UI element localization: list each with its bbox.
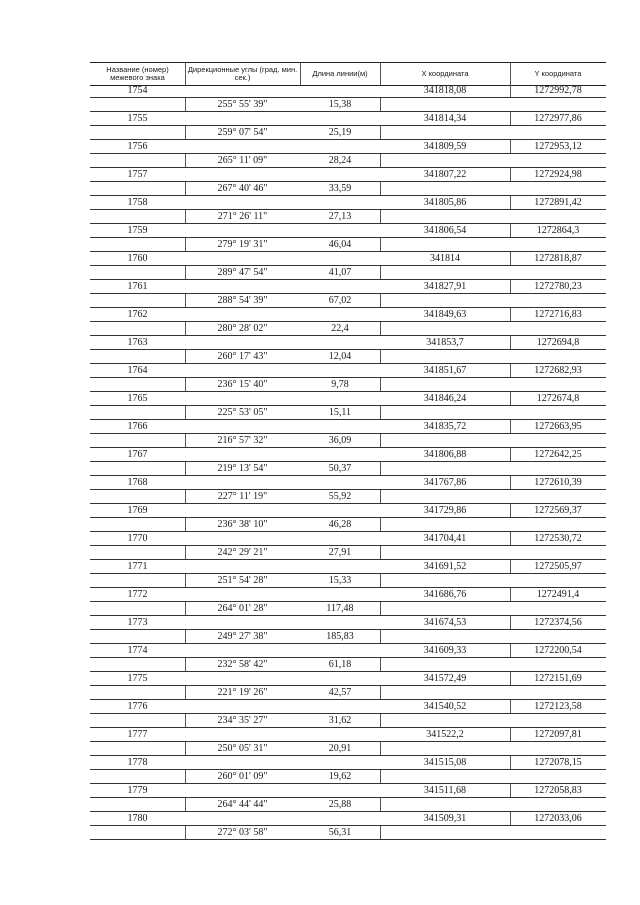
header-divider xyxy=(300,63,301,85)
column-divider xyxy=(510,168,511,181)
y-coordinate: 1272530,72 xyxy=(534,533,582,544)
header-name: Название (номер) межевого знака xyxy=(106,64,169,82)
x-coordinate: 341818,08 xyxy=(423,85,467,96)
x-coordinate: 341806,88 xyxy=(423,449,467,460)
directional-angle: 260° 01' 09" xyxy=(217,771,268,782)
y-coordinate: 1272992,78 xyxy=(534,85,582,96)
column-divider xyxy=(380,406,381,419)
row-rule xyxy=(90,657,606,658)
column-divider xyxy=(510,392,511,405)
directional-angle: 234° 35' 27" xyxy=(217,715,268,726)
table-row xyxy=(90,588,606,616)
directional-angle: 279° 19' 31" xyxy=(217,239,268,250)
column-divider xyxy=(510,196,511,209)
column-divider xyxy=(510,448,511,461)
column-divider xyxy=(510,280,511,293)
directional-angle: 219° 13' 54" xyxy=(217,463,268,474)
column-divider xyxy=(510,728,511,741)
directional-angle: 264° 44' 44" xyxy=(217,799,268,810)
table-row xyxy=(90,812,606,840)
column-divider xyxy=(380,378,381,391)
column-divider xyxy=(185,490,186,503)
column-divider xyxy=(510,84,511,97)
column-divider xyxy=(380,798,381,811)
directional-angle: 227° 11' 19" xyxy=(217,491,268,502)
x-coordinate: 341511,68 xyxy=(423,785,467,796)
row-rule xyxy=(90,209,606,210)
column-divider xyxy=(380,826,381,839)
table-row xyxy=(90,252,606,280)
y-coordinate: 1272953,12 xyxy=(534,141,582,152)
column-divider xyxy=(185,406,186,419)
x-coordinate: 341809,59 xyxy=(423,141,467,152)
boundary-marker-name: 1755 xyxy=(127,113,148,124)
y-coordinate: 1272610,39 xyxy=(534,477,582,488)
boundary-marker-name: 1761 xyxy=(127,281,148,292)
line-length: 27,91 xyxy=(328,547,352,558)
boundary-marker-name: 1765 xyxy=(127,393,148,404)
y-coordinate: 1272716,83 xyxy=(534,309,582,320)
x-coordinate: 341704,41 xyxy=(423,533,467,544)
column-divider xyxy=(510,252,511,265)
column-divider xyxy=(510,588,511,601)
column-divider xyxy=(380,154,381,167)
line-length: 20,91 xyxy=(328,743,352,754)
y-coordinate: 1272374,56 xyxy=(534,617,582,628)
row-rule xyxy=(90,97,606,98)
line-length: 15,38 xyxy=(328,99,352,110)
line-length: 185,83 xyxy=(326,631,354,642)
directional-angle: 288° 54' 39" xyxy=(217,295,268,306)
row-rule xyxy=(90,349,606,350)
table-row xyxy=(90,280,606,308)
line-length: 28,24 xyxy=(328,155,352,166)
directional-angle: 260° 17' 43" xyxy=(217,351,268,362)
boundary-marker-name: 1759 xyxy=(127,225,148,236)
y-coordinate: 1272200,54 xyxy=(534,645,582,656)
row-rule xyxy=(90,237,606,238)
row-rule xyxy=(90,125,606,126)
line-length: 12,04 xyxy=(328,351,352,362)
row-rule xyxy=(90,629,606,630)
directional-angle: 255° 55' 39" xyxy=(217,99,268,110)
column-divider xyxy=(185,462,186,475)
column-divider xyxy=(185,826,186,839)
y-coordinate: 1272078,15 xyxy=(534,757,582,768)
column-divider xyxy=(185,238,186,251)
row-rule xyxy=(90,489,606,490)
column-divider xyxy=(185,658,186,671)
column-divider xyxy=(380,462,381,475)
column-divider xyxy=(380,518,381,531)
table-row xyxy=(90,84,606,112)
line-length: 31,62 xyxy=(328,715,352,726)
column-divider xyxy=(510,112,511,125)
y-coordinate: 1272977,86 xyxy=(534,113,582,124)
column-divider xyxy=(185,350,186,363)
column-divider xyxy=(510,336,511,349)
row-rule xyxy=(90,181,606,182)
line-length: 61,18 xyxy=(328,659,352,670)
x-coordinate: 341814,34 xyxy=(423,113,467,124)
column-divider xyxy=(380,322,381,335)
table-row xyxy=(90,364,606,392)
y-coordinate: 1272663,95 xyxy=(534,421,582,432)
column-divider xyxy=(185,98,186,111)
line-length: 117,48 xyxy=(326,603,354,614)
column-divider xyxy=(380,490,381,503)
directional-angle: 225° 53' 05" xyxy=(217,407,268,418)
table-row xyxy=(90,700,606,728)
table-row xyxy=(90,140,606,168)
x-coordinate: 341814 xyxy=(430,253,460,264)
boundary-marker-name: 1763 xyxy=(127,337,148,348)
y-coordinate: 1272674,8 xyxy=(536,393,580,404)
header-divider xyxy=(380,63,381,85)
y-coordinate: 1272694,8 xyxy=(536,337,580,348)
line-length: 55,92 xyxy=(328,491,352,502)
header-length: Длина линии(м) xyxy=(312,68,368,78)
row-rule xyxy=(90,601,606,602)
column-divider xyxy=(380,434,381,447)
boundary-marker-name: 1777 xyxy=(127,729,148,740)
line-length: 67,02 xyxy=(328,295,352,306)
column-divider xyxy=(380,714,381,727)
boundary-marker-name: 1764 xyxy=(127,365,148,376)
boundary-marker-name: 1769 xyxy=(127,505,148,516)
table-row xyxy=(90,168,606,196)
column-divider xyxy=(185,770,186,783)
line-length: 19,62 xyxy=(328,771,352,782)
column-divider xyxy=(380,658,381,671)
row-rule xyxy=(90,839,606,840)
line-length: 25,19 xyxy=(328,127,352,138)
row-rule xyxy=(90,545,606,546)
y-coordinate: 1272891,42 xyxy=(534,197,582,208)
x-coordinate: 341827,91 xyxy=(423,281,467,292)
column-divider xyxy=(185,518,186,531)
column-divider xyxy=(185,546,186,559)
boundary-marker-name: 1768 xyxy=(127,477,148,488)
directional-angle: 242° 29' 21" xyxy=(217,547,268,558)
x-coordinate: 341835,72 xyxy=(423,421,467,432)
column-divider xyxy=(380,546,381,559)
line-length: 27,13 xyxy=(328,211,352,222)
line-length: 56,31 xyxy=(328,827,352,838)
table-row xyxy=(90,448,606,476)
column-divider xyxy=(185,602,186,615)
line-length: 36,09 xyxy=(328,435,352,446)
directional-angle: 236° 38' 10" xyxy=(217,519,268,530)
directional-angle: 216° 57' 32" xyxy=(217,435,268,446)
line-length: 50,37 xyxy=(328,463,352,474)
table-row xyxy=(90,504,606,532)
boundary-marker-name: 1773 xyxy=(127,617,148,628)
column-divider xyxy=(510,616,511,629)
column-divider xyxy=(510,644,511,657)
y-coordinate: 1272924,98 xyxy=(534,169,582,180)
column-divider xyxy=(510,756,511,769)
column-divider xyxy=(380,770,381,783)
y-coordinate: 1272642,25 xyxy=(534,449,582,460)
y-coordinate: 1272682,93 xyxy=(534,365,582,376)
x-coordinate: 341515,08 xyxy=(423,757,467,768)
x-coordinate: 341686,76 xyxy=(423,589,467,600)
column-divider xyxy=(380,294,381,307)
column-divider xyxy=(510,504,511,517)
table-row xyxy=(90,476,606,504)
boundary-marker-name: 1770 xyxy=(127,533,148,544)
boundary-marker-name: 1766 xyxy=(127,421,148,432)
boundary-marker-name: 1756 xyxy=(127,141,148,152)
column-divider xyxy=(185,266,186,279)
x-coordinate: 341767,86 xyxy=(423,477,467,488)
table-row xyxy=(90,672,606,700)
header-y: Y координата xyxy=(534,68,582,78)
table-row xyxy=(90,308,606,336)
line-length: 9,78 xyxy=(331,379,349,390)
header-divider xyxy=(510,63,511,85)
line-length: 33,59 xyxy=(328,183,352,194)
boundary-marker-name: 1775 xyxy=(127,673,148,684)
column-divider xyxy=(380,126,381,139)
directional-angle: 264° 01' 28" xyxy=(217,603,268,614)
boundary-marker-name: 1754 xyxy=(127,85,148,96)
y-coordinate: 1272033,06 xyxy=(534,813,582,824)
y-coordinate: 1272491,4 xyxy=(536,589,580,600)
x-coordinate: 341807,22 xyxy=(423,169,467,180)
column-divider xyxy=(510,812,511,825)
line-length: 15,11 xyxy=(328,407,352,418)
directional-angle: 289° 47' 54" xyxy=(217,267,268,278)
column-divider xyxy=(185,182,186,195)
boundary-marker-name: 1772 xyxy=(127,589,148,600)
column-divider xyxy=(380,238,381,251)
header-divider xyxy=(185,63,186,85)
column-divider xyxy=(510,420,511,433)
x-coordinate: 341849,63 xyxy=(423,309,467,320)
directional-angle: 267° 40' 46" xyxy=(217,183,268,194)
table-row xyxy=(90,420,606,448)
table-row xyxy=(90,616,606,644)
row-rule xyxy=(90,573,606,574)
column-divider xyxy=(510,700,511,713)
column-divider xyxy=(185,742,186,755)
x-coordinate: 341729,86 xyxy=(423,505,467,516)
column-divider xyxy=(380,630,381,643)
row-rule xyxy=(90,713,606,714)
table-row xyxy=(90,644,606,672)
boundary-marker-name: 1767 xyxy=(127,449,148,460)
column-divider xyxy=(510,784,511,797)
x-coordinate: 341806,54 xyxy=(423,225,467,236)
table-row xyxy=(90,560,606,588)
header-angle: Дирекционные углы (град. мин. сек.) xyxy=(187,64,298,82)
x-coordinate: 341522,2 xyxy=(426,729,464,740)
directional-angle: 271° 26' 11" xyxy=(217,211,268,222)
y-coordinate: 1272505,97 xyxy=(534,561,582,572)
x-coordinate: 341540,52 xyxy=(423,701,467,712)
boundary-marker-name: 1774 xyxy=(127,645,148,656)
header-x: X координата xyxy=(421,68,469,78)
column-divider xyxy=(185,294,186,307)
boundary-marker-name: 1758 xyxy=(127,197,148,208)
line-length: 41,07 xyxy=(328,267,352,278)
boundary-marker-name: 1778 xyxy=(127,757,148,768)
row-rule xyxy=(90,377,606,378)
directional-angle: 221° 19' 26" xyxy=(217,687,268,698)
column-divider xyxy=(185,434,186,447)
row-rule xyxy=(90,797,606,798)
coordinates-table xyxy=(90,84,606,840)
y-coordinate: 1272569,37 xyxy=(534,505,582,516)
column-divider xyxy=(510,140,511,153)
directional-angle: 259° 07' 54" xyxy=(217,127,268,138)
x-coordinate: 341674,53 xyxy=(423,617,467,628)
column-divider xyxy=(380,350,381,363)
boundary-marker-name: 1760 xyxy=(127,253,148,264)
y-coordinate: 1272864,3 xyxy=(536,225,580,236)
row-rule xyxy=(90,769,606,770)
column-divider xyxy=(185,378,186,391)
table-row xyxy=(90,112,606,140)
table-header xyxy=(90,62,606,86)
x-coordinate: 341572,49 xyxy=(423,673,467,684)
x-coordinate: 341846,24 xyxy=(423,393,467,404)
column-divider xyxy=(510,476,511,489)
y-coordinate: 1272123,58 xyxy=(534,701,582,712)
column-divider xyxy=(510,308,511,321)
column-divider xyxy=(185,126,186,139)
column-divider xyxy=(510,364,511,377)
row-rule xyxy=(90,265,606,266)
column-divider xyxy=(380,574,381,587)
column-divider xyxy=(380,266,381,279)
row-rule xyxy=(90,153,606,154)
directional-angle: 251° 54' 28" xyxy=(217,575,268,586)
table-row xyxy=(90,336,606,364)
column-divider xyxy=(185,322,186,335)
column-divider xyxy=(380,210,381,223)
y-coordinate: 1272151,69 xyxy=(534,673,582,684)
table-row xyxy=(90,532,606,560)
directional-angle: 272° 03' 58" xyxy=(217,827,268,838)
directional-angle: 265° 11' 09" xyxy=(217,155,268,166)
line-length: 25,88 xyxy=(328,799,352,810)
x-coordinate: 341853,7 xyxy=(426,337,464,348)
row-rule xyxy=(90,685,606,686)
line-length: 42,57 xyxy=(328,687,352,698)
x-coordinate: 341691,52 xyxy=(423,561,467,572)
x-coordinate: 341509,31 xyxy=(423,813,467,824)
boundary-marker-name: 1771 xyxy=(127,561,148,572)
column-divider xyxy=(185,574,186,587)
table-row xyxy=(90,784,606,812)
line-length: 46,28 xyxy=(328,519,352,530)
column-divider xyxy=(185,714,186,727)
directional-angle: 236° 15' 40" xyxy=(217,379,268,390)
table-row xyxy=(90,392,606,420)
column-divider xyxy=(510,560,511,573)
y-coordinate: 1272058,83 xyxy=(534,785,582,796)
column-divider xyxy=(380,686,381,699)
column-divider xyxy=(510,672,511,685)
boundary-marker-name: 1757 xyxy=(127,169,148,180)
column-divider xyxy=(510,532,511,545)
column-divider xyxy=(510,224,511,237)
row-rule xyxy=(90,405,606,406)
line-length: 15,33 xyxy=(328,575,352,586)
column-divider xyxy=(185,630,186,643)
x-coordinate: 341805,86 xyxy=(423,197,467,208)
directional-angle: 280° 28' 02" xyxy=(217,323,268,334)
column-divider xyxy=(380,182,381,195)
table-row xyxy=(90,756,606,784)
row-rule xyxy=(90,825,606,826)
directional-angle: 250° 05' 31" xyxy=(217,743,268,754)
y-coordinate: 1272818,87 xyxy=(534,253,582,264)
boundary-marker-name: 1779 xyxy=(127,785,148,796)
table-row xyxy=(90,196,606,224)
column-divider xyxy=(380,742,381,755)
row-rule xyxy=(90,433,606,434)
row-rule xyxy=(90,293,606,294)
line-length: 46,04 xyxy=(328,239,352,250)
line-length: 22,4 xyxy=(331,323,349,334)
x-coordinate: 341851,67 xyxy=(423,365,467,376)
table-row xyxy=(90,224,606,252)
boundary-marker-name: 1762 xyxy=(127,309,148,320)
y-coordinate: 1272780,23 xyxy=(534,281,582,292)
x-coordinate: 341609,33 xyxy=(423,645,467,656)
boundary-marker-name: 1780 xyxy=(127,813,148,824)
column-divider xyxy=(185,686,186,699)
column-divider xyxy=(380,98,381,111)
directional-angle: 249° 27' 38" xyxy=(217,631,268,642)
boundary-marker-name: 1776 xyxy=(127,701,148,712)
row-rule xyxy=(90,321,606,322)
row-rule xyxy=(90,461,606,462)
table-row xyxy=(90,728,606,756)
row-rule xyxy=(90,517,606,518)
column-divider xyxy=(185,210,186,223)
directional-angle: 232° 58' 42" xyxy=(217,659,268,670)
row-rule xyxy=(90,741,606,742)
column-divider xyxy=(380,602,381,615)
column-divider xyxy=(185,798,186,811)
column-divider xyxy=(185,154,186,167)
y-coordinate: 1272097,81 xyxy=(534,729,582,740)
